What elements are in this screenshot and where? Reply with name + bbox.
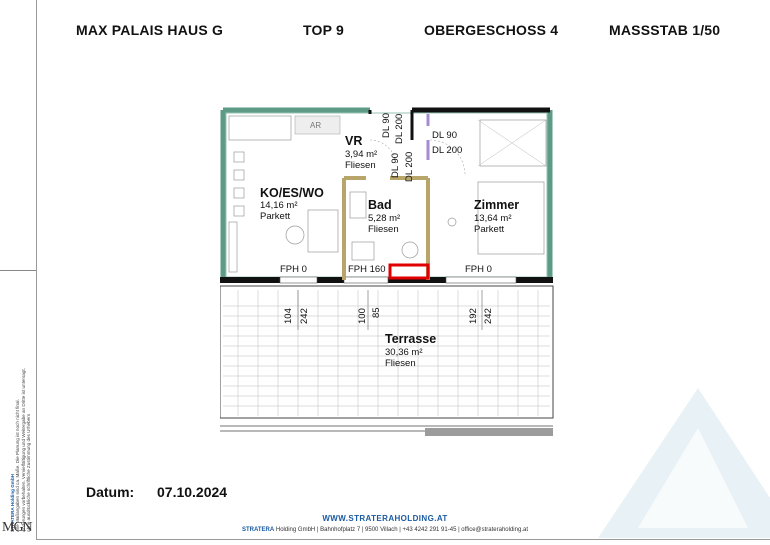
vr-floor: Fliesen — [345, 160, 376, 171]
dim-w3-a: 192 — [468, 308, 479, 324]
scale-title: MASSSTAB 1/50 — [609, 22, 721, 38]
floor-plan — [220, 100, 555, 440]
door3-width: DL 90 — [432, 130, 457, 141]
terrace-name: Terrasse — [385, 332, 437, 346]
terrace-area: 30,36 m² — [385, 347, 423, 358]
kitchen-floor: Parkett — [260, 211, 291, 222]
kitchen-name: KO/ES/WO — [260, 186, 324, 200]
bedroom-name: Zimmer — [474, 198, 520, 212]
datum-value: 07.10.2024 — [157, 484, 228, 500]
unit-title: TOP 9 — [303, 22, 344, 38]
door3-height: DL 200 — [432, 145, 463, 156]
dim-w1-a: 104 — [283, 308, 294, 324]
footer-company: STRATERA — [241, 527, 275, 533]
door1-width: DL 90 — [381, 113, 392, 138]
sidebar-line-2: Änderungen vorbehalten. Vervielfältigung und Weitergabe an Dritte ist untersagt. — [21, 368, 26, 532]
door2-width: DL 90 — [390, 153, 401, 178]
bath-floor: Fliesen — [368, 224, 399, 235]
door1-height: DL 200 — [394, 113, 405, 144]
fph-left: FPH 0 — [280, 264, 307, 275]
vr-area: 3,94 m² — [345, 149, 378, 160]
fph-mid: FPH 160 — [348, 264, 386, 275]
sidebar-line-1: Alle Maßangaben sind ca. Maße. Die Planung ist noch nicht final. — [15, 399, 21, 532]
sidebar-company: STRATERA Holding GmbH — [10, 474, 16, 532]
bedroom-floor: Parkett — [474, 224, 505, 235]
datum-label: Datum: — [86, 484, 135, 500]
floor-title: OBERGESCHOSS 4 — [424, 22, 559, 38]
footer-rest: Holding GmbH | Bahnhofplatz 7 | 9500 Villach | +43 4242 291 91-45 | office@strateraholding.at — [274, 527, 528, 533]
footer-website[interactable]: WWW.STRATERAHOLDING.AT — [322, 514, 448, 523]
terrace-floor: Fliesen — [385, 358, 416, 369]
door2-height: DL 200 — [404, 151, 415, 182]
ar-label: AR — [310, 121, 322, 130]
fph-right: FPH 0 — [465, 264, 492, 275]
dim-w2-b: 85 — [371, 307, 382, 318]
dim-w1-b: 242 — [299, 308, 310, 324]
sidebar-line-3: ohne ausdrückliche schriftliche Zustimmung des Urhebers — [26, 413, 32, 532]
sidebar-notes — [4, 362, 38, 538]
vr-name: VR — [345, 134, 363, 148]
kitchen-area: 14,16 m² — [260, 200, 298, 211]
bath-area: 5,28 m² — [368, 213, 401, 224]
mgn-logo: MGN — [2, 520, 32, 535]
footer-address — [0, 527, 770, 533]
dim-w2-a: 100 — [357, 308, 368, 324]
bath-name: Bad — [368, 198, 392, 212]
project-title: MAX PALAIS HAUS G — [76, 22, 224, 38]
dim-w3-b: 242 — [483, 308, 494, 324]
floor-plan-drawing — [220, 100, 555, 440]
margin-tick — [0, 270, 36, 271]
sidebar-text — [10, 368, 32, 532]
bedroom-area: 13,64 m² — [474, 213, 512, 224]
